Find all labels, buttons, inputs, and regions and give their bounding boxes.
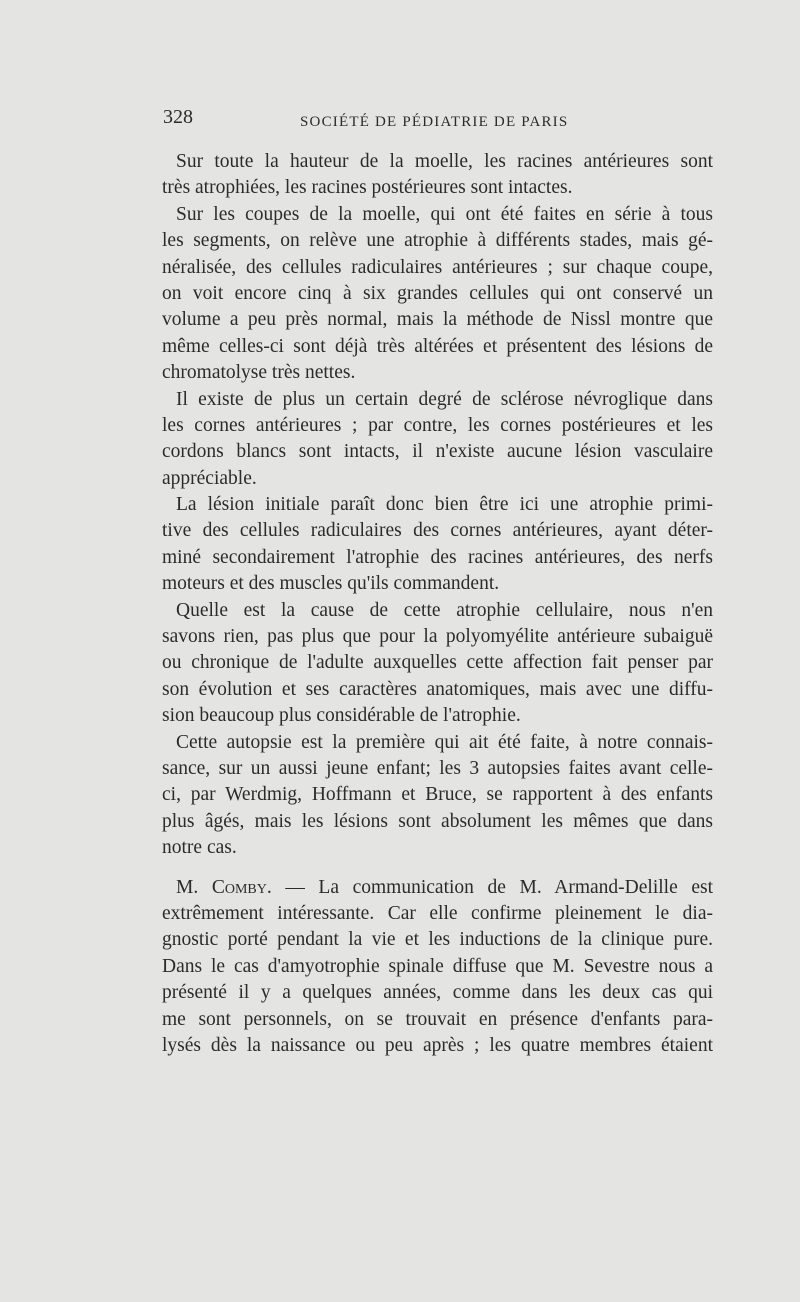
text-line: me sont personnels, on se trouvait en présence d'enfants para- xyxy=(162,1008,713,1030)
text-line: La lésion initiale paraît donc bien être ici une atrophie primi- xyxy=(176,494,713,516)
text-line: plus âgés, mais les lésions sont absolument les mêmes que dans xyxy=(162,810,713,832)
text-line: notre cas. xyxy=(162,837,237,859)
text-line: sion beaucoup plus considérable de l'atrophie. xyxy=(162,705,521,727)
paragraph xyxy=(162,387,713,493)
text-line: extrêmement intéressante. Car elle confirme pleinement le dia- xyxy=(162,902,713,924)
text-line: chromatolyse très nettes. xyxy=(162,362,356,384)
text-line: les cornes antérieures ; par contre, les cornes postérieures et les xyxy=(162,414,713,436)
text-line: Il existe de plus un certain degré de sclérose névroglique dans xyxy=(176,388,713,410)
text-line: très atrophiées, les racines postérieures sont intactes. xyxy=(162,177,573,199)
paragraph xyxy=(162,730,713,862)
page-body xyxy=(162,149,713,1059)
text-line: gnostic porté pendant la vie et les inductions de la clinique pure. xyxy=(162,929,713,951)
text-line: présenté il y a quelques années, comme dans les deux cas qui xyxy=(162,982,713,1004)
paragraph xyxy=(162,202,713,387)
text-line: Sur toute la hauteur de la moelle, les racines antérieures sont xyxy=(176,151,713,172)
text-line: moteurs et des muscles qu'ils commandent. xyxy=(162,573,500,595)
text-line: Dans le cas d'amyotrophie spinale diffuse que M. Sevestre nous a xyxy=(162,955,713,977)
running-head: SOCIÉTÉ DE PÉDIATRIE DE PARIS xyxy=(300,114,569,130)
text-line: savons rien, pas plus que pour la polyomyélite antérieure subaiguë xyxy=(162,626,713,648)
text-line: tive des cellules radiculaires des cornes antérieures, ayant déter- xyxy=(162,520,713,542)
speaker-prefix: M. xyxy=(176,876,212,898)
text-line: on voit encore cinq à six grandes cellules qui ont conservé un xyxy=(162,282,713,304)
text-line: même celles-ci sont déjà très altérées et présentent des lésions de xyxy=(162,335,713,357)
text-line: appréciable. xyxy=(162,467,257,489)
text-line: cordons blancs sont intacts, il n'existe aucune lésion vasculaire xyxy=(162,441,713,463)
text-line: son évolution et ses caractères anatomiques, mais avec une diffu- xyxy=(162,678,713,700)
text-line: lysés dès la naissance ou peu après ; les quatre membres étaient xyxy=(162,1034,713,1056)
text-line: néralisée, des cellules radiculaires antérieures ; sur chaque coupe, xyxy=(162,256,713,278)
text-line: ou chronique de l'adulte auxquelles cette affection fait penser par xyxy=(162,652,713,674)
paragraph-gap xyxy=(162,862,713,875)
text-line: sance, sur un aussi jeune enfant; les 3 autopsies faites avant celle- xyxy=(162,757,713,779)
text-line: ci, par Werdmig, Hoffmann et Bruce, se rapportent à des enfants xyxy=(162,784,713,806)
text-line: Cette autopsie est la première qui ait été faite, à notre connais- xyxy=(176,731,713,753)
text-line: Quelle est la cause de cette atrophie cellulaire, nous n'en xyxy=(176,599,713,621)
paragraph xyxy=(162,492,713,598)
speaker-name: Comby xyxy=(211,876,267,898)
text-line: miné secondairement l'atrophie des racines antérieures, des nerfs xyxy=(162,546,713,568)
page-number: 328 xyxy=(163,106,193,128)
text-line: Sur les coupes de la moelle, qui ont été faites en série à tous xyxy=(176,203,713,225)
text-line xyxy=(162,875,713,901)
speaker-text: . — La communication de M. Armand-Delille est xyxy=(266,876,714,898)
paragraph xyxy=(162,149,713,202)
text-line: volume a peu près normal, mais la méthode de Nissl montre que xyxy=(162,309,713,331)
comby-paragraph xyxy=(162,875,713,1060)
paragraph xyxy=(162,598,713,730)
text-line: les segments, on relève une atrophie à différents stades, mais gé- xyxy=(162,230,713,252)
